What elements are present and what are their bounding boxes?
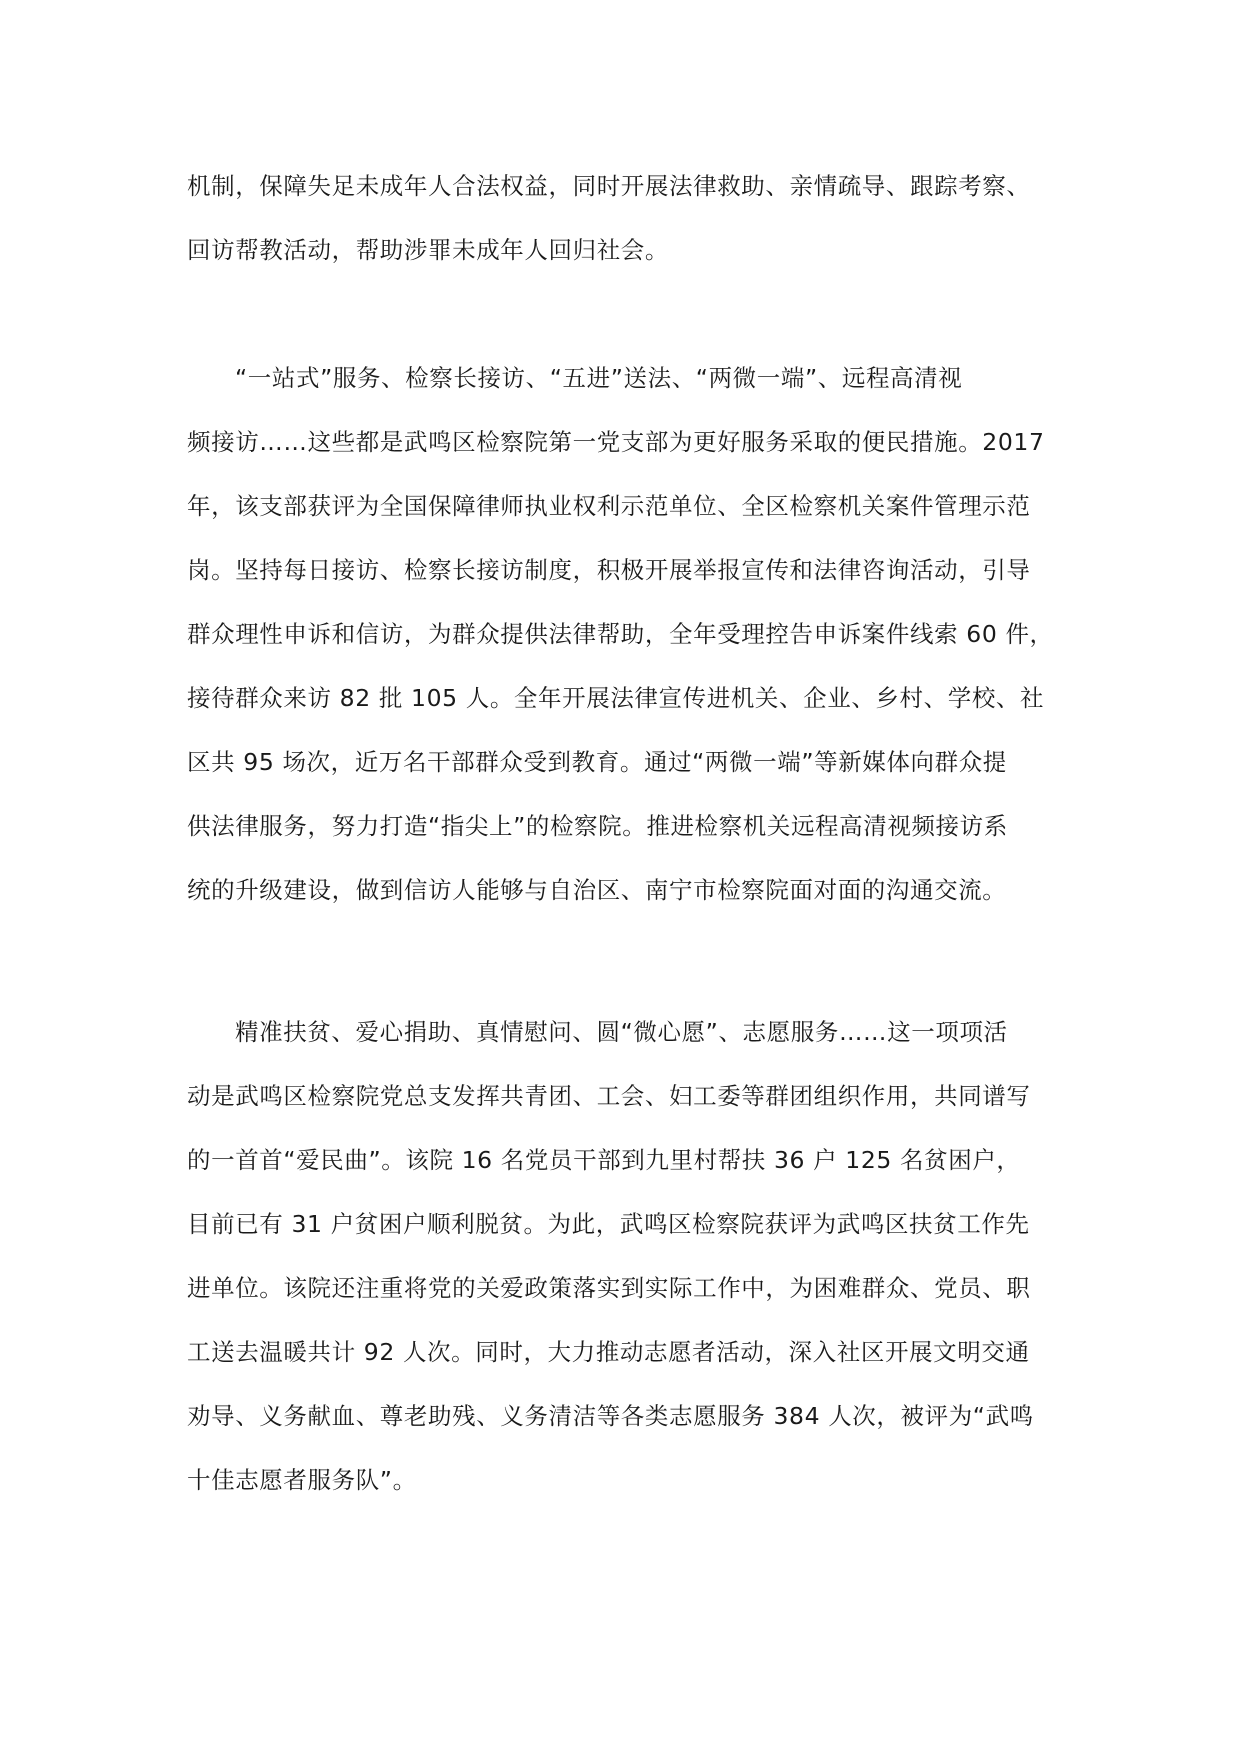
text-line: 劝导、义务献血、尊老助残、义务清洁等各类志愿服务 384 人次，被评为“武鸣 [187, 1402, 1034, 1430]
text-line: 供法律服务，努力打造“指尖上”的检察院。推进检察机关远程高清视频接访系 [187, 812, 1008, 840]
paragraph-poverty-alleviation [187, 1000, 1053, 1512]
text-line: 频接访……这些都是武鸣区检察院第一党支部为更好服务采取的便民措施。2017 [187, 428, 1045, 456]
text-line: 区共 95 场次，近万名干部群众受到教育。通过“两微一端”等新媒体向群众提 [187, 748, 1007, 776]
text-line: 目前已有 31 户贫困户顺利脱贫。为此，武鸣区检察院获评为武鸣区扶贫工作先 [187, 1210, 1030, 1238]
text-line: 精准扶贫、爱心捐助、真情慰问、圆“微心愿”、志愿服务……这一项项活 [235, 1018, 1008, 1046]
text-line: 进单位。该院还注重将党的关爱政策落实到实际工作中，为困难群众、党员、职 [187, 1274, 1031, 1302]
text-line: 群众理性申诉和信访，为群众提供法律帮助，全年受理控告申诉案件线索 60 件， [187, 620, 1054, 648]
text-line: 岗。坚持每日接访、检察长接访制度，积极开展举报宣传和法律咨询活动，引导 [187, 556, 1031, 584]
text-line: 工送去温暖共计 92 人次。同时，大力推动志愿者活动，深入社区开展文明交通 [187, 1338, 1030, 1366]
text-line: 动是武鸣区检察院党总支发挥共青团、工会、妇工委等群团组织作用，共同谱写 [187, 1082, 1031, 1110]
paragraph-minors-protection [187, 154, 1053, 282]
text-line: 统的升级建设，做到信访人能够与自治区、南宁市检察院面对面的沟通交流。 [187, 876, 1007, 904]
text-line: 十佳志愿者服务队”。 [187, 1466, 417, 1494]
text-line: 机制，保障失足未成年人合法权益，同时开展法律救助、亲情疏导、跟踪考察、 [187, 172, 1031, 200]
text-line: 年，该支部获评为全国保障律师执业权利示范单位、全区检察机关案件管理示范 [187, 492, 1031, 520]
paragraph-convenience-services [187, 346, 1053, 922]
text-line: 接待群众来访 82 批 105 人。全年开展法律宣传进机关、企业、乡村、学校、社 [187, 684, 1045, 712]
text-line: 的一首首“爱民曲”。该院 16 名党员干部到九里村帮扶 36 户 125 名贫困户， [187, 1146, 1021, 1174]
text-line: “一站式”服务、检察长接访、“五进”送法、“两微一端”、远程高清视 [235, 364, 963, 392]
text-line: 回访帮教活动，帮助涉罪未成年人回归社会。 [187, 236, 669, 264]
